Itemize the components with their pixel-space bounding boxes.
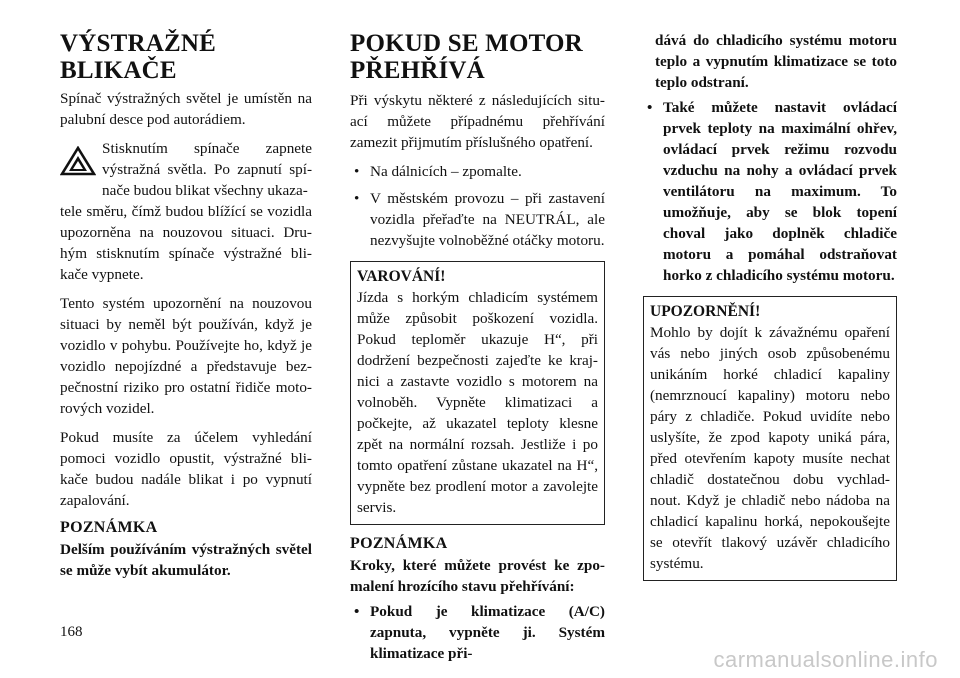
warning-triangle-icon [60,146,96,176]
note-bullet-list-2 [643,97,897,286]
overheat-heading-line1: POKUD SE MOTOR [350,30,583,57]
left-column [60,30,312,589]
hazard-warning-text: Stisknutím spínače zapnete výstražná světla. Po zapnutí spí-nače budou blikat všechny ukaza- [102,140,312,199]
note-bullet-continuation: dává do chladicího systému motoru teplo a vypnutím klimatizace se toto teplo odstraní. [655,32,897,91]
note-heading-2: POZNÁMKA [350,535,448,552]
list-item: • Na dálnicích – zpomalte. [354,163,522,180]
hazard-intro: Spínač výstražných světel je umístěn na palubní desce pod autorádiem. [60,90,312,128]
right-column [643,30,897,591]
hazard-warning-block [60,138,312,201]
note-heading: POZNÁMKA [60,519,158,536]
hazard-heading: VÝSTRAŽNÉ BLIKAČE [60,30,216,84]
caution-box-heading: UPOZORNĚNÍ! [650,303,761,320]
warning-box-text: Jízda s horkým chladicím systémem může způsobit poškození vozidla. Pokud teploměr ukazuje H“, při dodržení bezpečnosti zajeďte ke kraj-nici a zastavte vozidlo s motorem na volnoběh. Vypněte klimatizaci a počkejte, až ukazatel teploty klesne zpět na normální rozsah. Jestliže i po tomto opatření zůstane ukazatel na H“, vypněte bez prodlení motor a zavolejte servis. [357,289,598,516]
middle-column [350,30,605,670]
hazard-paragraph-2: Tento systém upozornění na nouzovou situaci by neměl být používán, když je vozidlo v pohybu. Používejte ho, když je vozidlo nepojízdné a představuje bez-pečnostní riziko pro ostatní řidiče moto-rových vozidel. [60,295,312,417]
caution-box-text: Mohlo by dojít k závažnému opaření vás nebo jiných osob způsobenému unikáním horké chladicí kapaliny (nemrznoucí kapaliny) motoru nebo páry z chladiče. Pokud uvidíte nebo uslyšíte, že zpod kapoty uniká pára, před otevřením kapoty musíte nechat chladič dostatečnou dobu vychlad-nout. Když je chladič nebo nádoba na chladicí kapalinu horká, nepokoušejte se otevřít tlakový uzávěr chladicího systému. [650,324,890,572]
page-number: 168 [60,624,83,640]
overheat-bullet-list [350,161,605,251]
hazard-warning-continuation: tele směru, čímž budou blížící se vozidla upozorněna na nouzovou situaci. Dru-hým stisknutím spínače výstražné bli-kače vypnete. [60,203,312,283]
list-item: • Také můžete nastavit ovládací prvek teploty na maximální ohřev, ovládací prvek režimu rozvodu vzduchu na nohy a ovládací prvek ventilátoru na maximum. To umožňuje, aby se blok topení choval jako doplněk chladiče motoru a pomáhal odstraňovat horko z chladicího systému motoru. [647,99,897,284]
overheat-heading-line2: PŘEHŘÍVÁ [350,57,485,84]
warning-box-heading: VAROVÁNÍ! [357,268,446,285]
overheat-heading [350,30,605,84]
watermark: carmanualsonline.info [713,647,938,672]
list-item: • Pokud je klimatizace (A/C) zapnuta, vypněte ji. Systém klimatizace při- [354,603,605,662]
caution-box [643,296,897,581]
list-item: • V městském provozu – při zastavení vozidla přeřaďte na NEUTRÁL, ale nezvyšujte volnoběžné otáčky motoru. [354,190,605,249]
note-text: Delším používáním výstražných světel se může vybít akumulátor. [60,541,312,579]
hazard-paragraph-3: Pokud musíte za účelem vyhledání pomoci vozidlo opustit, výstražné bli-kače budou nadále blikat i po vypnutí zapalování. [60,429,312,509]
warning-box [350,261,605,525]
overheat-intro: Při výskytu některé z následujících situ-ací můžete případnému přehřívání zamezit přijmutím příslušného opatření. [350,92,605,151]
note-text-2: Kroky, které můžete provést ke zpo-malení hrozícího stavu přehřívání: [350,557,605,595]
note-bullet-list [350,601,605,664]
